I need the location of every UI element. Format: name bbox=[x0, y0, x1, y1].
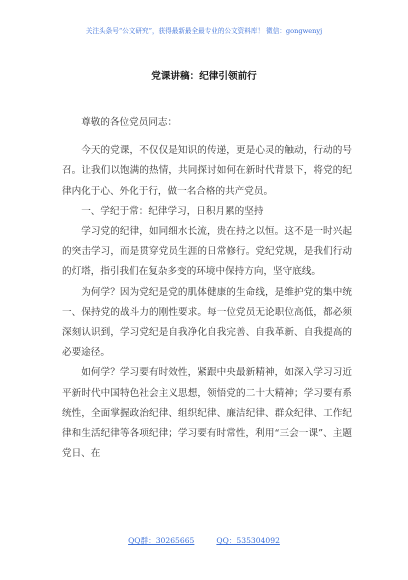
section-heading: 一、学纪于常：纪律学习，日积月累的坚持 bbox=[81, 205, 264, 217]
paragraph: 学习党的纪律，如同细水长流，贵在持之以恒。这不是一时兴起的突击学习，而是贯穿党员生涯的日常修行。党纪党规，是我们行动的灯塔，指引我们在复杂多变的环境中保持方向，坚守底线。 bbox=[62, 226, 352, 278]
document-body bbox=[62, 113, 352, 464]
greeting: 尊敬的各位党员同志： bbox=[81, 117, 178, 128]
qq-group-link[interactable]: QQ群：30265665 bbox=[128, 536, 195, 545]
paragraph: 为何学？因为党纪是党的肌体健康的生命线，是维护党的集中统一、保持党的战斗力的刚性要求。每一位党员无论职位高低，都必须深刻认识到，学习党纪是自我净化自我完善、自我革新、自我提高的必要途径。 bbox=[62, 286, 352, 359]
contact-footer bbox=[0, 536, 408, 546]
paragraph: 如何学？学习要有时效性，紧跟中央最新精神，如深入学习习近平新时代中国特色社会主义思想，领悟党的二十大精神；学习要有系统性，全面掌握政治纪律、组织纪律、廉洁纪律、群众纪律、工作纪律和生活纪律等各项纪律；学习要有时常性，利用“三会一课”、主题党日、在 bbox=[62, 367, 352, 460]
paragraph: 今天的党课，不仅仅是知识的传递，更是心灵的触动，行动的号召。让我们以饱满的热情，共同探讨如何在新时代背景下，将党的纪律内化于心、外化于行，做一名合格的共产党员。 bbox=[62, 145, 352, 197]
promo-banner: 关注头条号“公文研究”，获得最新最全最专业的公文资料库！ 微信：gongwenyj bbox=[85, 27, 323, 35]
qq-contact-link[interactable]: QQ：535304092 bbox=[216, 536, 280, 545]
document-title: 党课讲稿：纪律引领前行 bbox=[151, 71, 257, 82]
